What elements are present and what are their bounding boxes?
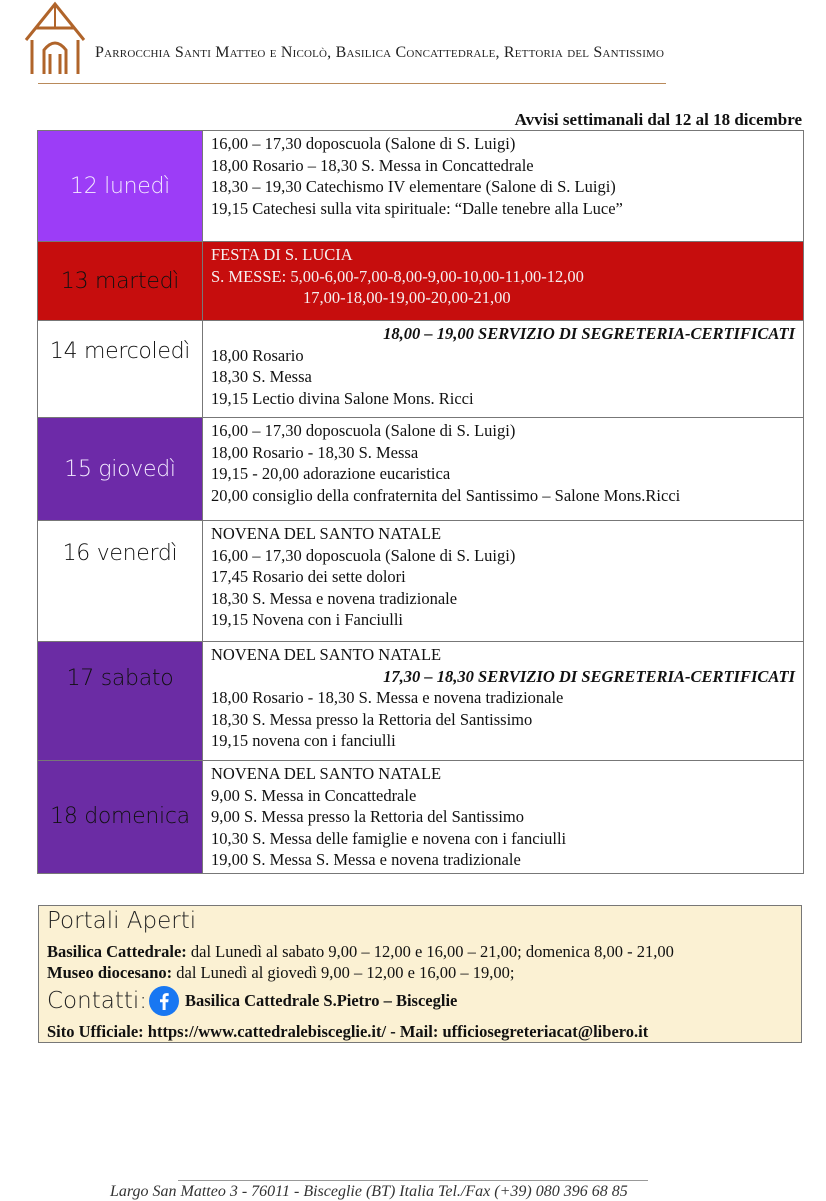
event-line: 19,15 Lectio divina Salone Mons. Ricci	[211, 388, 474, 408]
events-cell-wednesday	[203, 321, 804, 418]
schedule-row-thursday	[38, 418, 804, 521]
events-cell-thursday	[203, 418, 804, 521]
event-line: 17,45 Rosario dei sette dolori	[211, 567, 406, 587]
schedule-row-wednesday	[38, 321, 804, 418]
museum-hours: dal Lunedì al giovedì 9,00 – 12,00 e 16,00 – 19,00;	[172, 963, 515, 982]
schedule-row-friday	[38, 521, 804, 642]
facebook-page-link[interactable]: Basilica Cattedrale S.Pietro – Bisceglie	[185, 991, 458, 1010]
event-line: 18,00 Rosario - 18,30 S. Messa	[211, 442, 419, 462]
event-line: 18,30 S. Messa presso la Rettoria del Santissimo	[211, 709, 533, 729]
basilica-hours: dal Lunedì al sabato 9,00 – 12,00 e 16,00 – 21,00; domenica 8,00 - 21,00	[186, 942, 674, 961]
basilica-label: Basilica Cattedrale:	[47, 942, 187, 961]
day-cell-friday: 16 venerdì	[38, 521, 203, 642]
schedule-row-tuesday	[38, 242, 804, 321]
event-line: NOVENA DEL SANTO NATALE	[211, 645, 442, 664]
footer-divider	[178, 1180, 648, 1181]
event-line: 19,00 S. Messa S. Messa e novena tradizionale	[211, 850, 521, 870]
header-divider	[38, 83, 666, 84]
events-cell-sunday	[203, 761, 804, 874]
contacts-line	[47, 986, 457, 1016]
day-cell-wednesday: 14 mercoledì	[38, 321, 203, 418]
event-line: 18,00 Rosario	[211, 345, 304, 365]
event-line: 18,30 S. Messa e novena tradizionale	[211, 588, 458, 608]
event-line: 19,15 novena con i fanciulli	[211, 731, 396, 751]
event-line: 16,00 – 17,30 doposcuola (Salone di S. Luigi)	[211, 545, 516, 565]
day-cell-sunday: 18 domenica	[38, 761, 203, 874]
events-cell-friday	[203, 521, 804, 642]
weekly-notices-title: Avvisi settimanali dal 12 al 18 dicembre	[514, 110, 802, 129]
website-mail-line[interactable]: Sito Ufficiale: https://www.cattedralebisceglie.it/ - Mail: ufficiosegreteriacat@libero.it	[47, 1022, 649, 1041]
event-line: 18,00 Rosario - 18,30 S. Messa e novena tradizionale	[211, 688, 564, 708]
day-cell-monday: 12 lunedì	[38, 131, 203, 242]
museum-label: Museo diocesano:	[47, 963, 173, 982]
event-line: 20,00 consiglio della confraternita del Santissimo – Salone Mons.Ricci	[211, 485, 681, 505]
event-line: 17,00-18,00-19,00-20,00-21,00	[303, 288, 511, 308]
event-line: 18,30 S. Messa	[211, 367, 312, 387]
day-cell-tuesday: 13 martedì	[38, 242, 203, 321]
event-line: S. MESSE: 5,00-6,00-7,00-8,00-9,00-10,00-11,00-12,00	[211, 266, 584, 286]
schedule-row-monday	[38, 131, 804, 242]
secretariat-notice: 17,30 – 18,30 SERVIZIO DI SEGRETERIA-CERTIFICATI	[383, 666, 795, 686]
event-line: FESTA DI S. LUCIA	[211, 245, 353, 264]
weekly-schedule-table	[37, 130, 804, 874]
event-line: 10,30 S. Messa delle famiglie e novena con i fanciulli	[211, 828, 567, 848]
museum-hours-line	[47, 963, 514, 983]
open-doors-title: Portali Aperti	[47, 908, 197, 934]
info-box	[38, 905, 802, 1043]
basilica-logo-icon	[22, 0, 88, 76]
contacts-label: Contatti:	[47, 988, 147, 1014]
events-cell-tuesday	[203, 242, 804, 321]
footer-address: Largo San Matteo 3 - 76011 - Bisceglie (BT) Italia Tel./Fax (+39) 080 396 68 85	[110, 1183, 628, 1200]
schedule-row-saturday	[38, 642, 804, 761]
event-line: 18,00 Rosario – 18,30 S. Messa in Concattedrale	[211, 155, 534, 175]
event-line: NOVENA DEL SANTO NATALE	[211, 764, 442, 783]
secretariat-notice: 18,00 – 19,00 SERVIZIO DI SEGRETERIA-CERTIFICATI	[383, 324, 795, 343]
event-line: 9,00 S. Messa in Concattedrale	[211, 785, 417, 805]
event-line: 19,15 - 20,00 adorazione eucaristica	[211, 464, 451, 484]
event-line: 19,15 Novena con i Fanciulli	[211, 610, 404, 630]
schedule-row-sunday	[38, 761, 804, 874]
day-cell-thursday: 15 giovedì	[38, 418, 203, 521]
parish-header-title: Parrocchia Santi Matteo e Nicolò, Basilica Concattedrale, Rettoria del Santissimo	[95, 44, 665, 61]
event-line: 9,00 S. Messa presso la Rettoria del Santissimo	[211, 807, 525, 827]
basilica-hours-line	[47, 942, 674, 962]
event-line: NOVENA DEL SANTO NATALE	[211, 524, 442, 543]
day-cell-saturday: 17 sabato	[38, 642, 203, 761]
event-line: 18,30 – 19,30 Catechismo IV elementare (Salone di S. Luigi)	[211, 177, 616, 197]
events-cell-monday	[203, 131, 804, 242]
event-line: 19,15 Catechesi sulla vita spirituale: “Dalle tenebre alla Luce”	[211, 198, 623, 218]
event-line: 16,00 – 17,30 doposcuola (Salone di S. Luigi)	[211, 421, 516, 440]
facebook-icon[interactable]	[149, 986, 179, 1016]
event-line: 16,00 – 17,30 doposcuola (Salone di S. Luigi)	[211, 134, 516, 153]
events-cell-saturday	[203, 642, 804, 761]
